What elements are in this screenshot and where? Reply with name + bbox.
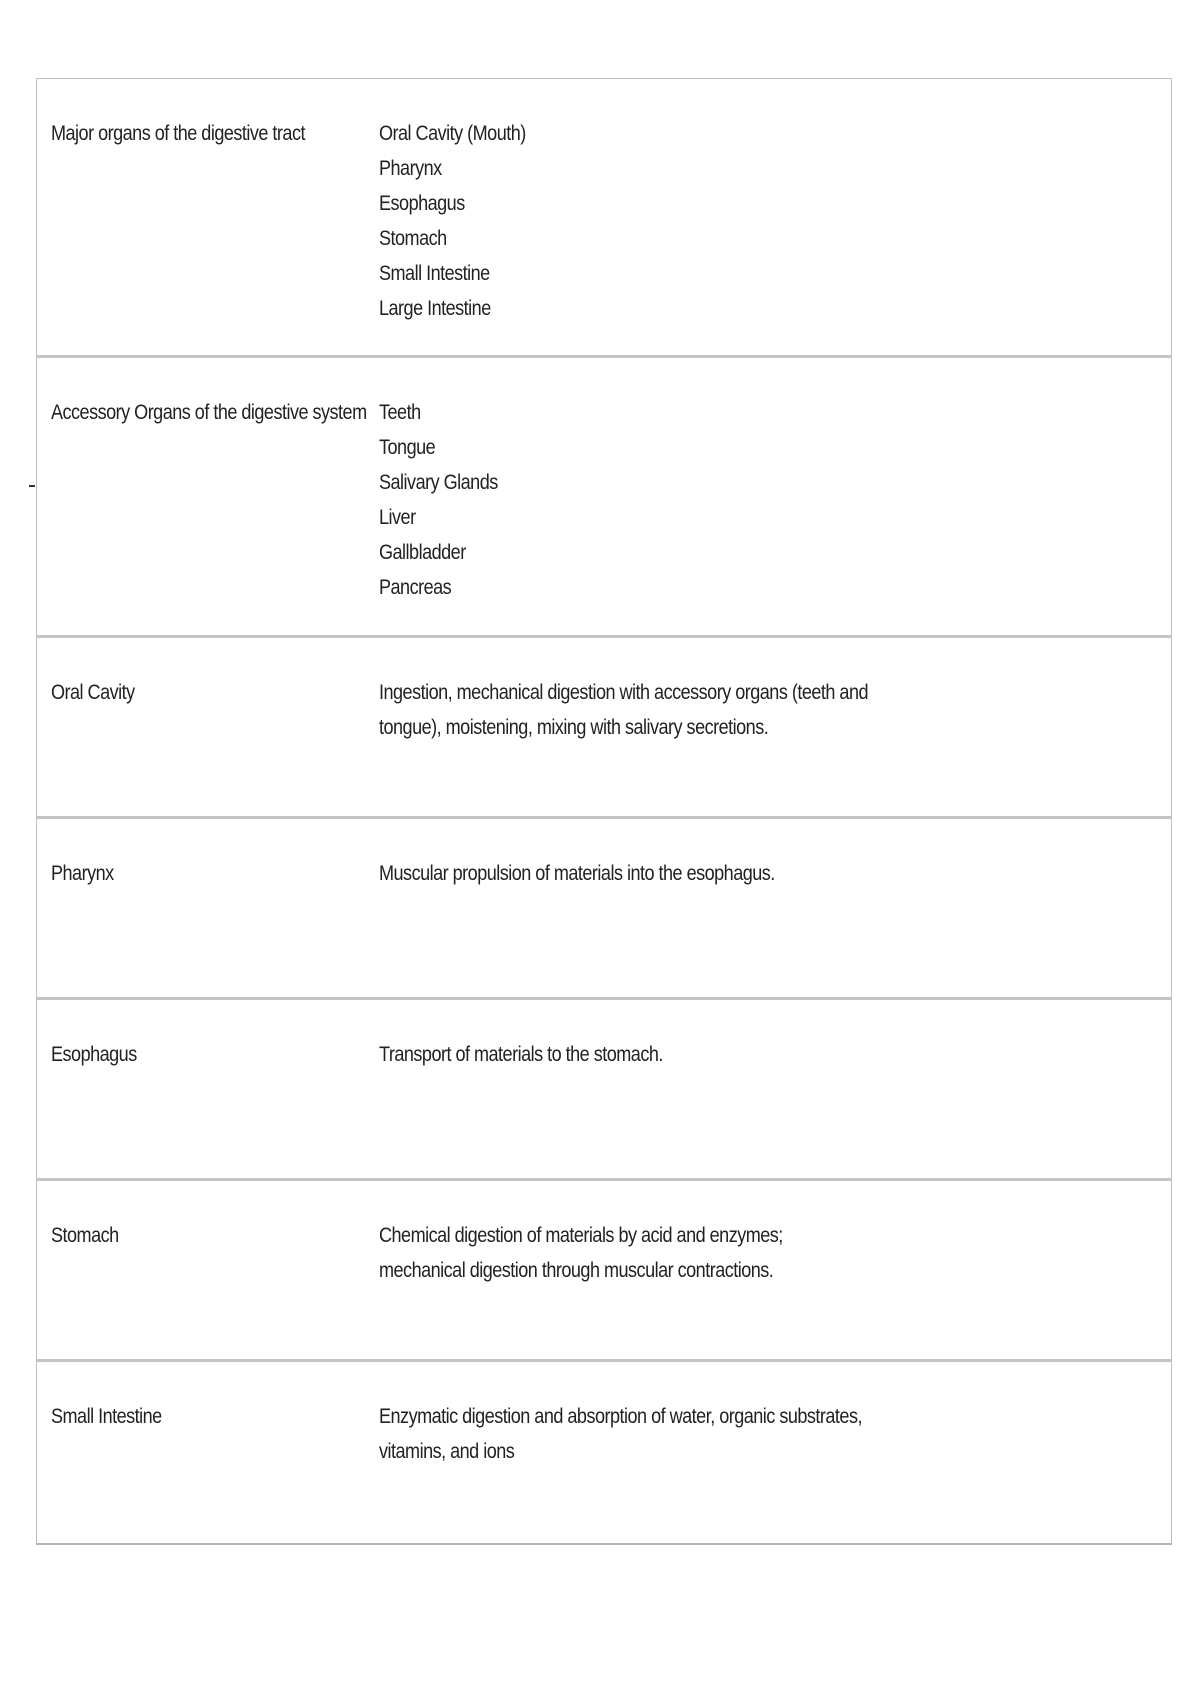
definition-cell <box>379 675 1041 745</box>
table-row <box>37 79 1171 358</box>
definition-cell <box>379 116 1041 326</box>
definition-cell <box>379 1037 1041 1072</box>
table-row <box>37 819 1171 1000</box>
definition-cell <box>379 856 1041 891</box>
term-cell: Esophagus <box>51 1043 137 1066</box>
definition-line: Enzymatic digestion and absorption of water, organic substrates, <box>379 1405 862 1428</box>
definition-cell <box>379 395 1041 605</box>
definition-line: Ingestion, mechanical digestion with accessory organs (teeth and <box>379 681 869 704</box>
term-cell: Stomach <box>51 1224 119 1247</box>
definition-line: Chemical digestion of materials by acid and enzymes; <box>379 1224 783 1247</box>
table-row <box>37 1181 1171 1362</box>
table-row <box>37 638 1171 819</box>
definition-line: Liver <box>379 506 416 529</box>
table-row <box>37 1362 1171 1543</box>
term-cell: Oral Cavity <box>51 681 135 704</box>
definition-cell <box>379 1218 1041 1288</box>
term-cell: Pharynx <box>51 862 114 885</box>
definition-line: Tongue <box>379 436 436 459</box>
margin-mark <box>29 485 35 487</box>
definition-line: mechanical digestion through muscular contractions. <box>379 1259 774 1282</box>
term-cell: Small Intestine <box>51 1405 162 1428</box>
term-cell: Accessory Organs of the digestive system <box>51 401 367 424</box>
definition-line: Transport of materials to the stomach. <box>379 1043 663 1066</box>
definition-line: Pharynx <box>379 157 442 180</box>
definition-line: Large Intestine <box>379 297 491 320</box>
definition-line: Small Intestine <box>379 262 490 285</box>
table-row <box>37 358 1171 638</box>
definition-line: vitamins, and ions <box>379 1440 515 1463</box>
term-cell: Major organs of the digestive tract <box>51 122 305 145</box>
definition-line: Teeth <box>379 401 421 424</box>
definition-line: Pancreas <box>379 576 452 599</box>
definition-line: tongue), moistening, mixing with salivary secretions. <box>379 716 769 739</box>
definition-line: Esophagus <box>379 192 465 215</box>
definition-line: Gallbladder <box>379 541 466 564</box>
table-row <box>37 1000 1171 1181</box>
definition-line: Oral Cavity (Mouth) <box>379 122 526 145</box>
definition-cell <box>379 1399 1041 1469</box>
definition-line: Salivary Glands <box>379 471 498 494</box>
definition-line: Stomach <box>379 227 447 250</box>
definition-line: Muscular propulsion of materials into the esophagus. <box>379 862 775 885</box>
flashcard-table <box>36 78 1172 1545</box>
